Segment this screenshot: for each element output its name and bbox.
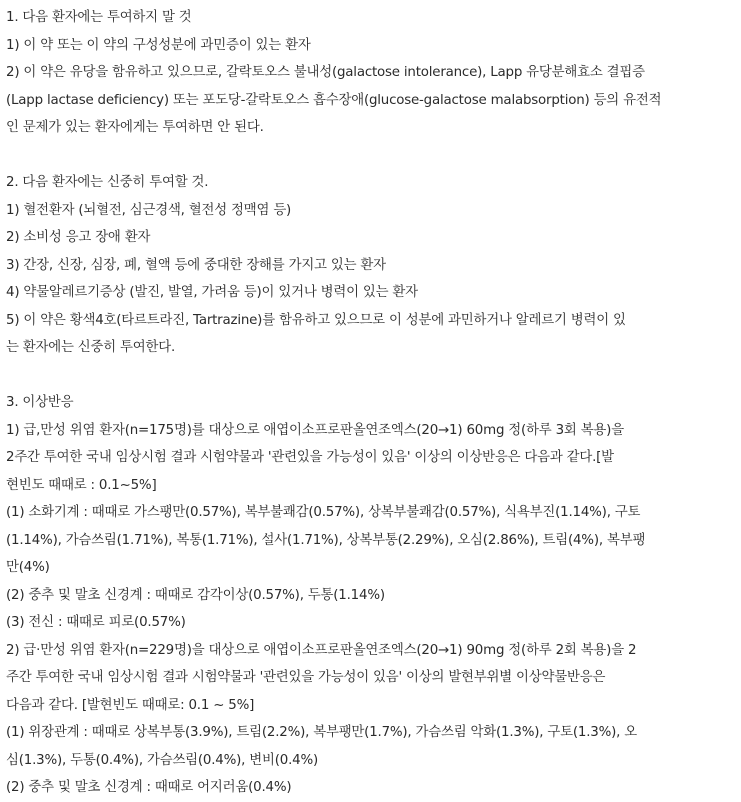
text-line: 현빈도 때때로 : 0.1~5%] [6, 477, 157, 493]
document-body [6, 4, 736, 802]
text-line: 심(1.3%), 두통(0.4%), 가슴쓰림(0.4%), 변비(0.4%) [6, 752, 319, 768]
text-line: 1) 이 약 또는 이 약의 구성성분에 과민증이 있는 환자 [6, 37, 311, 53]
section-1-heading: 1. 다음 환자에는 투여하지 말 것 [6, 10, 192, 25]
text-line: 5) 이 약은 황색4호(타르트라진, Tartrazine)를 함유하고 있으므로 이 성분에 과민하거나 알레르기 병력이 있 [6, 312, 626, 328]
text-line: 다음과 같다. [발현빈도 때때로: 0.1 ~ 5%] [6, 697, 255, 713]
text-line: 2) 소비성 응고 장애 환자 [6, 230, 151, 245]
section-3-heading: 3. 이상반응 [6, 395, 74, 410]
text-line: (2) 중추 및 말초 신경계 : 때때로 어지러움(0.4%) [6, 780, 292, 795]
text-line: (2) 중추 및 말초 신경계 : 때때로 감각이상(0.57%), 두통(1.14%) [6, 587, 385, 603]
text-line: 1) 급,만성 위염 환자(n=175명)를 대상으로 애엽이소프로판올연조엑스(20→1) 60mg 정(하루 3회 복용)을 [6, 422, 624, 438]
text-line: 4) 약물알레르기증상 (발진, 발열, 가려움 등)이 있거나 병력이 있는 환자 [6, 285, 418, 300]
blank-line [6, 142, 736, 170]
text-line: (1) 위장관계 : 때때로 상복부통(3.9%), 트림(2.2%), 복부팽만(1.7%), 가슴쓰림 악화(1.3%), 구토(1.3%), 오 [6, 725, 637, 740]
text-line: 주간 투여한 국내 임상시험 결과 시험약물과 '관련있을 가능성이 있음' 이상의 발현부위별 이상약물반응은 [6, 670, 606, 685]
text-line: 2) 급·만성 위염 환자(n=229명)을 대상으로 애엽이소프로판올연조엑스(20→1) 90mg 정(하루 2회 복용)을 2 [6, 642, 637, 658]
text-line: 1) 혈전환자 (뇌혈전, 심근경색, 혈전성 정맥염 등) [6, 202, 292, 218]
blank-line [6, 362, 736, 390]
text-line: 2주간 투여한 국내 임상시험 결과 시험약물과 '관련있을 가능성이 있음' 이상의 이상반응은 다음과 같다.[발 [6, 450, 614, 465]
text-line: 는 환자에는 신중히 투여한다. [6, 340, 176, 355]
section-2-heading: 2. 다음 환자에는 신중히 투여할 것. [6, 175, 209, 190]
text-line: 3) 간장, 신장, 심장, 폐, 혈액 등에 중대한 장해를 가지고 있는 환자 [6, 257, 386, 273]
text-line: (1) 소화기계 : 때때로 가스팽만(0.57%), 복부불쾌감(0.57%), 상복부불쾌감(0.57%), 식욕부진(1.14%), 구토 [6, 505, 641, 520]
text-line: (Lapp lactase deficiency) 또는 포도당-갈락토오스 흡수장애(glucose-galactose malabsorption) 등의 유전적 [6, 92, 662, 108]
text-line: 인 문제가 있는 환자에게는 투여하면 안 된다. [6, 120, 264, 135]
text-line: (3) 전신 : 때때로 피로(0.57%) [6, 615, 186, 630]
text-line: 2) 이 약은 유당을 함유하고 있으므로, 갈락토오스 불내성(galactose intolerance), Lapp 유당분해효소 결핍증 [6, 65, 645, 80]
text-line: 만(4%) [6, 560, 50, 575]
text-line: (1.14%), 가슴쓰림(1.71%), 복통(1.71%), 설사(1.71%), 상복부통(2.29%), 오심(2.86%), 트림(4%), 복부팽 [6, 532, 646, 548]
